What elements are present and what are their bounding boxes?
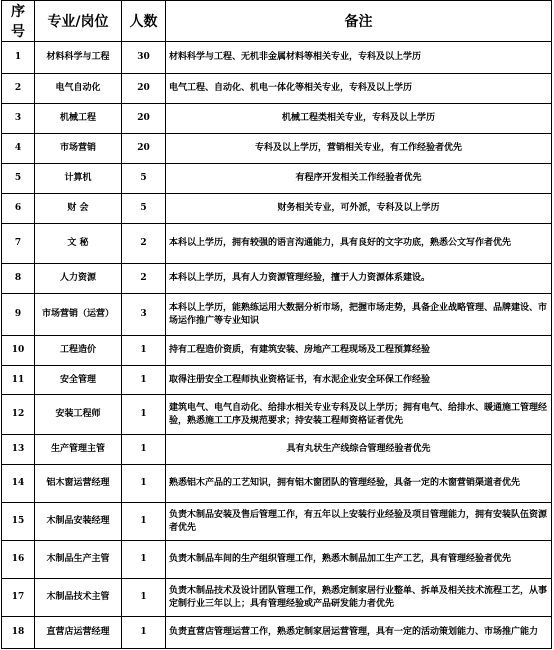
row-position: 安装工程师 (35, 395, 122, 435)
table-row (2, 134, 552, 164)
row-number: 15 (2, 503, 35, 541)
table-row (2, 194, 552, 224)
row-note: 具有丸状生产线综合管理经验者优先 (166, 435, 552, 465)
row-number: 9 (2, 294, 35, 336)
header-note: 备注 (166, 1, 552, 42)
row-note: 负责木制品安装及售后管理工作，有五年以上安装行业经验及项目管理能力，拥有安装队伍资源者优先 (166, 503, 552, 541)
row-note: 取得注册安全工程师执业资格证书，有水泥企业安全环保工作经验 (166, 366, 552, 395)
row-position: 市场营销 (35, 134, 122, 164)
row-number: 17 (2, 579, 35, 617)
row-number: 5 (2, 164, 35, 194)
row-position: 机械工程 (35, 104, 122, 134)
row-number: 2 (2, 74, 35, 104)
row-position: 市场营销（运营） (35, 294, 122, 336)
row-count: 1 (122, 435, 166, 465)
row-position: 直营店运营经理 (35, 617, 122, 649)
row-number: 3 (2, 104, 35, 134)
row-count: 1 (122, 395, 166, 435)
row-count: 2 (122, 224, 166, 264)
row-count: 1 (122, 579, 166, 617)
row-number: 1 (2, 42, 35, 74)
table-row (2, 164, 552, 194)
row-position: 财 会 (35, 194, 122, 224)
row-position: 人力资源 (35, 264, 122, 294)
row-note: 本科以上学历，拥有较强的语言沟通能力，具有良好的文字功底，熟悉公文写作者优先 (166, 224, 552, 264)
row-position: 工程造价 (35, 336, 122, 366)
table-row (2, 503, 552, 541)
row-note: 财务相关专业，可外派，专科及以上学历 (166, 194, 552, 224)
table-row (2, 541, 552, 579)
row-number: 11 (2, 366, 35, 395)
row-position: 安全管理 (35, 366, 122, 395)
row-count: 5 (122, 194, 166, 224)
row-note: 负责直营店管理运营工作，熟悉定制家居运营管理，具有一定的活动策划能力、市场推广能力 (166, 617, 552, 649)
row-position: 木制品安装经理 (35, 503, 122, 541)
table-row (2, 224, 552, 264)
header-count: 人数 (122, 1, 166, 42)
row-count: 20 (122, 134, 166, 164)
row-count: 5 (122, 164, 166, 194)
table-row (2, 435, 552, 465)
table-row (2, 264, 552, 294)
row-number: 8 (2, 264, 35, 294)
row-position: 铝木窗运营经理 (35, 465, 122, 503)
row-count: 2 (122, 264, 166, 294)
row-position: 文 秘 (35, 224, 122, 264)
row-count: 30 (122, 42, 166, 74)
row-position: 生产管理主管 (35, 435, 122, 465)
table-body (2, 42, 552, 649)
header-no: 序号 (2, 1, 35, 42)
table-row (2, 294, 552, 336)
row-note: 建筑电气、电气自动化、给排水相关专业专科及以上学历；拥有电气、给排水、暖通施工管理经验，熟悉施工工序及规范要求；持安装工程师资格证者优先 (166, 395, 552, 435)
row-number: 12 (2, 395, 35, 435)
row-number: 16 (2, 541, 35, 579)
row-position: 材料科学与工程 (35, 42, 122, 74)
row-position: 计算机 (35, 164, 122, 194)
table-row (2, 617, 552, 649)
row-number: 4 (2, 134, 35, 164)
row-number: 18 (2, 617, 35, 649)
row-count: 20 (122, 74, 166, 104)
row-position: 木制品技术主管 (35, 579, 122, 617)
header-position: 专业/岗位 (35, 1, 122, 42)
row-note: 专科及以上学历，营销相关专业，有工作经验者优先 (166, 134, 552, 164)
row-note: 负责木制品车间的生产组织管理工作，熟悉木制品加工生产工艺，具有管理经验者优先 (166, 541, 552, 579)
row-count: 1 (122, 503, 166, 541)
row-count: 1 (122, 465, 166, 503)
row-number: 6 (2, 194, 35, 224)
row-number: 13 (2, 435, 35, 465)
table-header-row (2, 1, 552, 42)
row-note: 负责木制品技术及设计团队管理工作，熟悉定制家居行业整单、拆单及相关技术流程工艺，从事定制行业三年以上；具有管理经验或产品研发能力者优先 (166, 579, 552, 617)
row-number: 14 (2, 465, 35, 503)
row-note: 本科以上学历，能熟练运用大数据分析市场，把握市场走势，具备企业战略管理、品牌建设、市场运作推广等专业知识 (166, 294, 552, 336)
table-row (2, 104, 552, 134)
table-row (2, 74, 552, 104)
table-row (2, 366, 552, 395)
row-count: 1 (122, 541, 166, 579)
row-note: 电气工程、自动化、机电一体化等相关专业，专科及以上学历 (166, 74, 552, 104)
row-position: 木制品生产主管 (35, 541, 122, 579)
row-note: 有程序开发相关工作经验者优先 (166, 164, 552, 194)
row-count: 20 (122, 104, 166, 134)
table-row (2, 465, 552, 503)
table-row (2, 579, 552, 617)
row-number: 10 (2, 336, 35, 366)
row-note: 熟悉铝木产品的工艺知识，拥有铝木窗团队的管理经验，具备一定的木窗营销渠道者优先 (166, 465, 552, 503)
row-note: 机械工程类相关专业，专科及以上学历 (166, 104, 552, 134)
row-number: 7 (2, 224, 35, 264)
row-position: 电气自动化 (35, 74, 122, 104)
row-count: 1 (122, 336, 166, 366)
table-row (2, 395, 552, 435)
recruitment-table (1, 0, 552, 649)
row-count: 1 (122, 617, 166, 649)
row-note: 材料科学与工程、无机非金属材料等相关专业，专科及以上学历 (166, 42, 552, 74)
row-note: 本科以上学历，具有人力资源管理经验，擅于人力资源体系建设。 (166, 264, 552, 294)
table-row (2, 336, 552, 366)
row-note: 持有工程造价资质，有建筑安装、房地产工程现场及工程预算经验 (166, 336, 552, 366)
row-count: 1 (122, 366, 166, 395)
table-row (2, 42, 552, 74)
row-count: 3 (122, 294, 166, 336)
